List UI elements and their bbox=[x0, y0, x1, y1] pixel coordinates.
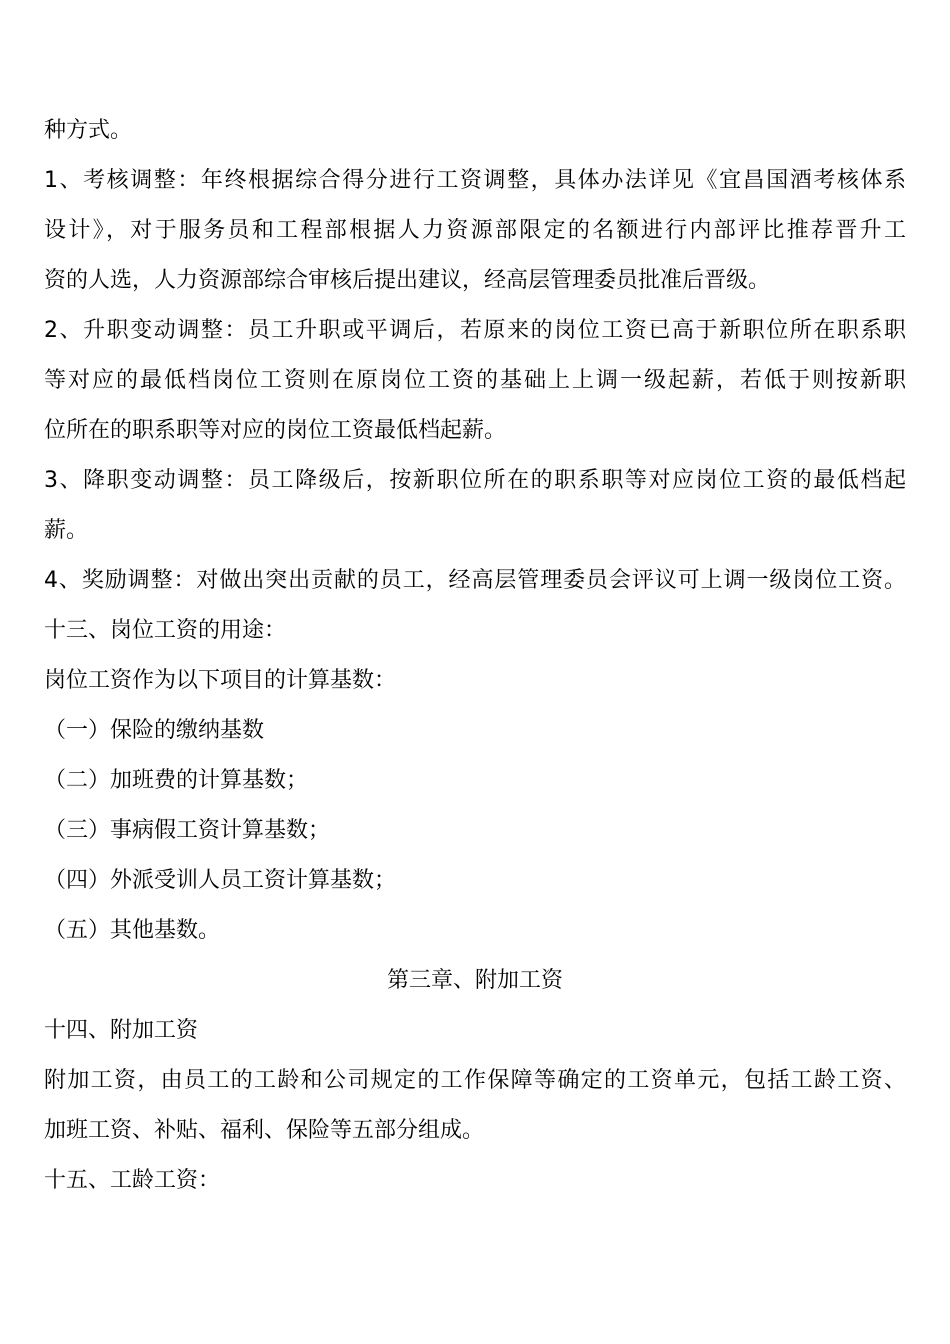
document-body bbox=[44, 106, 906, 1206]
section-heading: 十三、岗位工资的用途： bbox=[44, 618, 287, 643]
list-item: （三）事病假工资计算基数； bbox=[44, 818, 331, 843]
list-item: （四）外派受训人员工资计算基数； bbox=[44, 868, 397, 893]
text-line: 岗位工资作为以下项目的计算基数： bbox=[44, 668, 397, 693]
text-line: 4、奖励调整：对做出突出贡献的员工，经高层管理委员会评议可上调一级岗位工资。 bbox=[44, 568, 906, 593]
text-line: 资的人选，人力资源部综合审核后提出建议，经高层管理委员批准后晋级。 bbox=[44, 268, 771, 293]
text-line: 种方式。 bbox=[44, 118, 133, 143]
text-line: 等对应的最低档岗位工资则在原岗位工资的基础上上调一级起薪，若低于则按新职 bbox=[44, 368, 906, 393]
text-line: 附加工资，由员工的工龄和公司规定的工作保障等确定的工资单元，包括工龄工资、 bbox=[44, 1068, 906, 1093]
text-line: 2、升职变动调整：员工升职或平调后，若原来的岗位工资已高于新职位所在职系职 bbox=[44, 318, 906, 343]
text-line: 1、考核调整：年终根据综合得分进行工资调整，具体办法详见《宜昌国酒考核体系 bbox=[44, 168, 906, 193]
text-line: 加班工资、补贴、福利、保险等五部分组成。 bbox=[44, 1118, 485, 1143]
text-line: 设计》，对于服务员和工程部根据人力资源部限定的名额进行内部评比推荐晋升工 bbox=[44, 218, 906, 243]
chapter-title: 第三章、附加工资 bbox=[386, 968, 563, 993]
list-item: （一）保险的缴纳基数 bbox=[44, 718, 265, 743]
text-line: 位所在的职系职等对应的岗位工资最低档起薪。 bbox=[44, 418, 507, 443]
section-heading: 十五、工龄工资： bbox=[44, 1168, 221, 1193]
list-item: （二）加班费的计算基数； bbox=[44, 768, 309, 793]
text-line: 3、降职变动调整：员工降级后，按新职位所在的职系职等对应岗位工资的最低档起 bbox=[44, 468, 906, 493]
list-item: （五）其他基数。 bbox=[44, 918, 221, 943]
section-heading: 十四、附加工资 bbox=[44, 1018, 199, 1043]
text-line: 薪。 bbox=[44, 518, 89, 543]
